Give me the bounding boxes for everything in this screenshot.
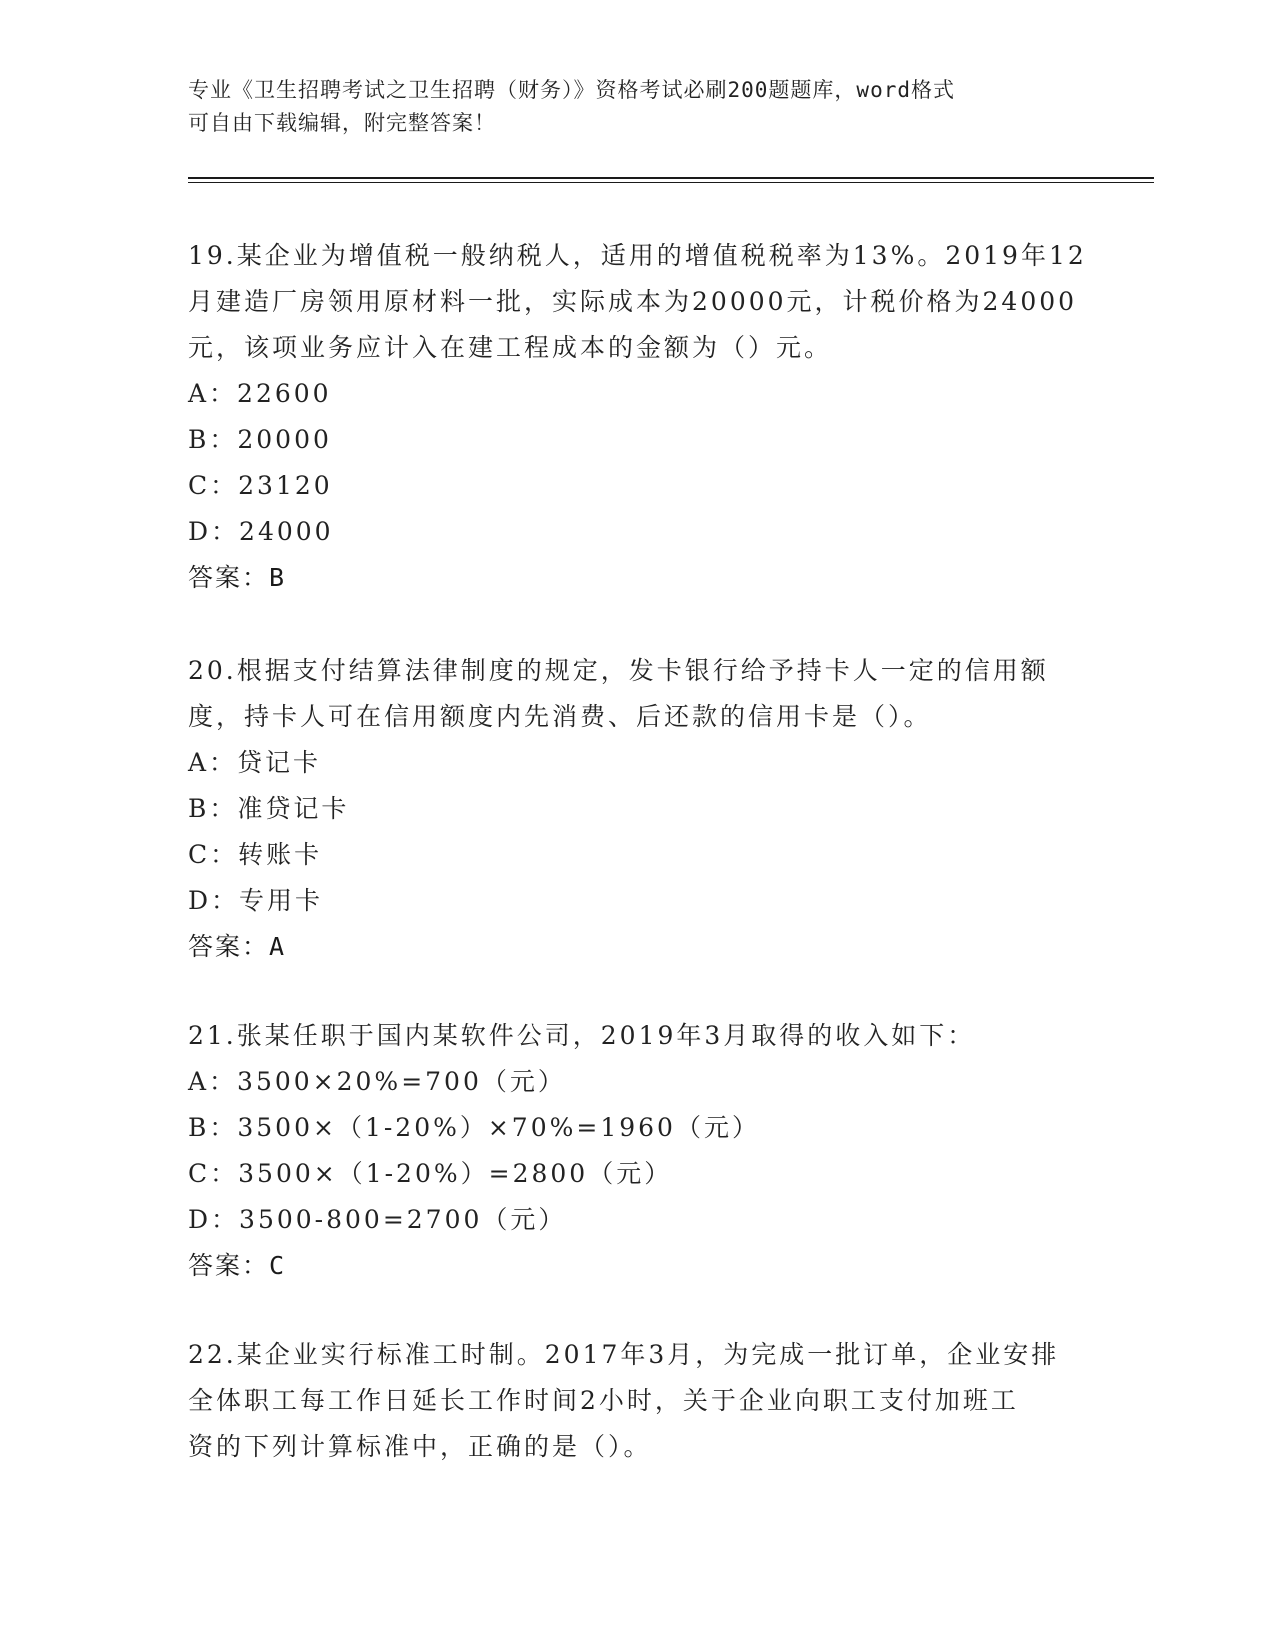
question-19 xyxy=(188,233,1088,601)
option-d: D：24000 xyxy=(188,517,334,546)
question-22 xyxy=(188,1332,1088,1470)
option-a: A：3500×20%=700（元） xyxy=(188,1067,566,1096)
header-line-2: 可自由下载编辑，附完整答案！ xyxy=(188,111,496,135)
option-a: A：22600 xyxy=(188,379,332,408)
header-divider-thin xyxy=(188,182,1154,183)
option-b: B：准贷记卡 xyxy=(188,794,350,823)
question-text-line: 22.某企业实行标准工时制。2017年3月，为完成一批订单，企业安排 xyxy=(188,1340,1060,1369)
question-text-line: 度，持卡人可在信用额度内先消费、后还款的信用卡是（）。 xyxy=(188,702,932,731)
option-d: D：专用卡 xyxy=(188,886,324,915)
question-text-line: 全体职工每工作日延长工作时间2小时，关于企业向职工支付加班工 xyxy=(188,1386,1019,1415)
question-text-line: 19.某企业为增值税一般纳税人，适用的增值税税率为13%。2019年12 xyxy=(188,241,1087,270)
document-header xyxy=(188,74,1088,140)
option-a: A：贷记卡 xyxy=(188,748,322,777)
question-text-line: 月建造厂房领用原材料一批，实际成本为20000元，计税价格为24000 xyxy=(188,287,1078,316)
question-text-line: 资的下列计算标准中，正确的是（）。 xyxy=(188,1432,652,1461)
answer: 答案：A xyxy=(188,932,287,961)
answer: 答案：C xyxy=(188,1251,287,1280)
header-line-1: 专业《卫生招聘考试之卫生招聘（财务）》资格考试必刷200题题库，word格式 xyxy=(188,78,955,102)
header-divider-thick xyxy=(188,177,1154,179)
question-text-line: 元，该项业务应计入在建工程成本的金额为（）元。 xyxy=(188,333,833,362)
option-d: D：3500-800=2700（元） xyxy=(188,1205,567,1234)
option-c: C：转账卡 xyxy=(188,840,323,869)
question-20 xyxy=(188,648,1088,970)
option-c: C：3500×（1-20%）=2800（元） xyxy=(188,1159,673,1188)
option-b: B：20000 xyxy=(188,425,332,454)
question-text-line: 21.张某任职于国内某软件公司，2019年3月取得的收入如下： xyxy=(188,1021,976,1050)
question-21 xyxy=(188,1013,1088,1289)
question-text-line: 20.根据支付结算法律制度的规定，发卡银行给予持卡人一定的信用额 xyxy=(188,656,1049,685)
option-c: C：23120 xyxy=(188,471,333,500)
answer: 答案：B xyxy=(188,563,287,592)
option-b: B：3500×（1-20%）×70%=1960（元） xyxy=(188,1113,760,1142)
